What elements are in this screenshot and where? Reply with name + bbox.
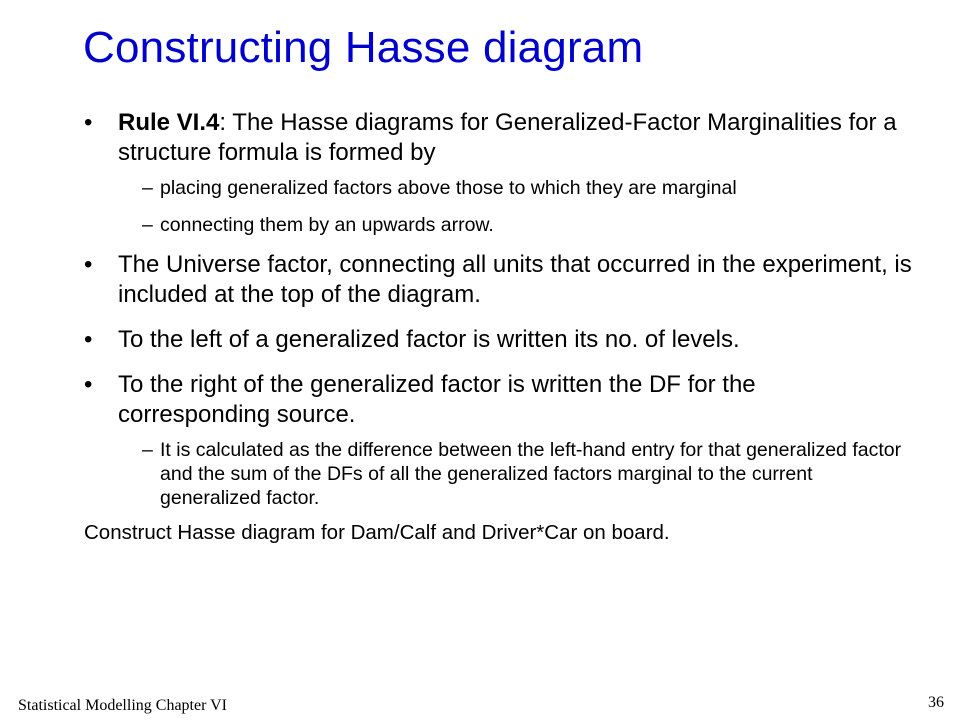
sub-bullet-text: placing generalized factors above those to which they are marginal: [160, 177, 737, 199]
footer-left: Statistical Modelling Chapter VI: [18, 697, 228, 714]
bullet-right-df: [84, 370, 914, 430]
bullet-left-levels: [84, 325, 914, 355]
dash-marker: –: [142, 177, 153, 199]
sub-bullet-connecting: [84, 213, 914, 237]
dash-marker: –: [142, 439, 153, 461]
sub-bullet-text: connecting them by an upwards arrow.: [160, 214, 494, 236]
slide-title: Constructing Hasse diagram: [83, 23, 644, 72]
sub-bullet-text: It is calculated as the difference between the left-hand entry for that generalized factor and the sum of the DFs of all the generalized factors marginal to the current generalized factor.: [160, 439, 902, 509]
sub-bullet-placing: [84, 176, 914, 200]
rule-label: Rule VI.4: [118, 109, 220, 136]
bullet-marker: •: [84, 251, 93, 278]
bullet-marker: •: [84, 371, 93, 398]
slide-content: [84, 108, 914, 546]
bullet-text: To the left of a generalized factor is written its no. of levels.: [118, 326, 740, 353]
dash-marker: –: [142, 214, 153, 236]
closing-instruction: Construct Hasse diagram for Dam/Calf and Driver*Car on board.: [84, 521, 670, 544]
bullet-text: To the right of the generalized factor is written the DF for the corresponding source.: [118, 371, 756, 428]
bullet-rule: [84, 108, 914, 168]
sub-bullet-calculated: [84, 438, 914, 510]
page-number: 36: [928, 694, 944, 711]
bullet-universe: [84, 250, 914, 310]
bullet-marker: •: [84, 326, 93, 353]
bullet-text: The Universe factor, connecting all units that occurred in the experiment, is included at the top of the diagram.: [118, 251, 912, 308]
bullet-marker: •: [84, 109, 93, 136]
rule-text: : The Hasse diagrams for Generalized-Factor Marginalities for a structure formula is formed by: [118, 109, 897, 166]
